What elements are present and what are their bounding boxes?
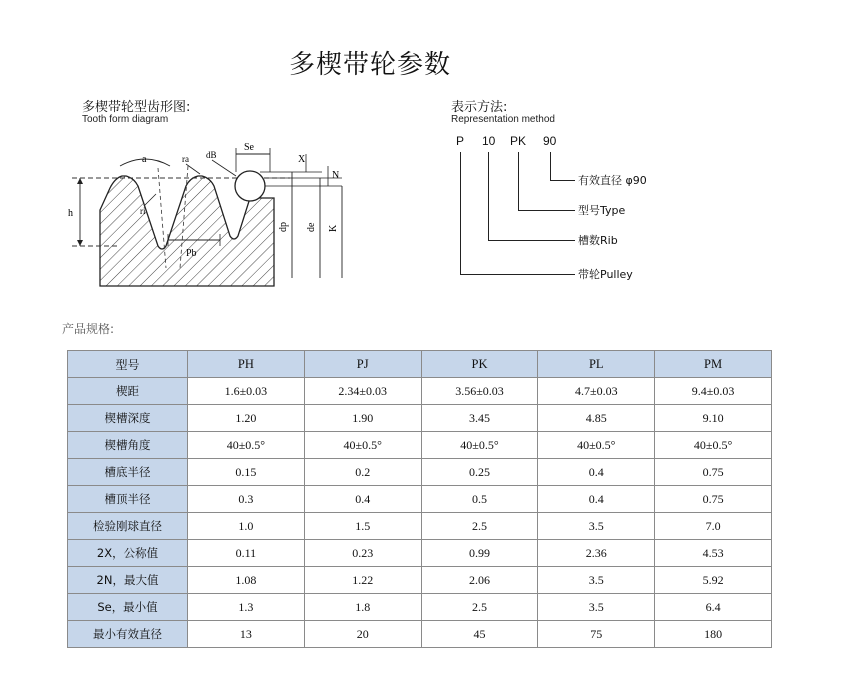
table-cell: 0.3 [188,486,305,513]
code-diameter: 90 [543,134,557,148]
table-cell: 7.0 [655,513,772,540]
tooth-heading: 多楔带轮型齿形图: [82,100,191,115]
representation-heading-en: Representation method [451,114,555,125]
table-cell: 0.5 [421,486,538,513]
table-cell: 0.2 [304,459,421,486]
table-cell: 2.36 [538,540,655,567]
table-cell: 9.4±0.03 [655,378,772,405]
table-cell: 4.7±0.03 [538,378,655,405]
table-cell: 40±0.5° [655,432,772,459]
table-cell: 3.5 [538,567,655,594]
table-cell: 1.6±0.03 [188,378,305,405]
table-cell: 4.53 [655,540,772,567]
table-cell: 1.22 [304,567,421,594]
label-pb: Pb [186,248,197,259]
table-header-row [68,351,772,378]
label-de: de [306,222,317,232]
table-cell: 1.0 [188,513,305,540]
label-se: Se [244,142,254,153]
table-cell: 0.75 [655,486,772,513]
specs-subtitle: 产品规格: [62,322,115,336]
tooth-heading-en: Tooth form diagram [82,114,169,125]
row-label: 最小有效直径 [68,621,188,648]
table-cell: 40±0.5° [304,432,421,459]
page-title: 多楔带轮参数 [288,50,451,80]
table-cell: 1.8 [304,594,421,621]
header-cell: PM [655,351,772,378]
table-cell: 2.06 [421,567,538,594]
annotation-pulley: 带轮Pulley [578,268,633,281]
table-cell: 0.75 [655,459,772,486]
table-cell: 0.23 [304,540,421,567]
table-row [68,567,772,594]
table-cell: 2.5 [421,594,538,621]
label-ra: ra [182,154,189,164]
label-x: X [298,154,306,165]
table-cell: 3.45 [421,405,538,432]
code-type: PK [510,134,527,148]
representation-diagram [448,128,708,288]
table-row [68,378,772,405]
header-cell: PK [421,351,538,378]
row-label: 2N，最大值 [68,567,188,594]
table-row [68,459,772,486]
table-cell: 1.3 [188,594,305,621]
code-pulley: P [456,134,465,148]
header-cell: PJ [304,351,421,378]
annotation-rib: 槽数Rib [578,234,618,247]
table-cell: 4.85 [538,405,655,432]
test-ball [235,171,265,201]
table-cell: 3.56±0.03 [421,378,538,405]
table-row [68,432,772,459]
table-cell: 2.5 [421,513,538,540]
annotation-type: 型号Type [578,204,626,217]
leader-pulley [460,152,575,275]
table-cell: 1.20 [188,405,305,432]
row-label: 槽底半径 [68,459,188,486]
table-cell: 2.34±0.03 [304,378,421,405]
table-row [68,405,772,432]
table-cell: 0.4 [304,486,421,513]
label-k: K [328,224,339,232]
table-cell: 40±0.5° [421,432,538,459]
representation-heading: 表示方法: [451,100,508,115]
table-row [68,540,772,567]
table-row [68,594,772,621]
row-label: Se，最小值 [68,594,188,621]
table-cell: 0.11 [188,540,305,567]
row-label: 楔槽深度 [68,405,188,432]
table-cell: 13 [188,621,305,648]
tooth-form-diagram [60,128,390,298]
table-cell: 1.08 [188,567,305,594]
header-cell: PL [538,351,655,378]
table-cell: 40±0.5° [188,432,305,459]
table-cell: 45 [421,621,538,648]
table-cell: 0.25 [421,459,538,486]
spec-table [67,350,772,648]
row-label: 楔槽角度 [68,432,188,459]
label-dp: dp [278,222,289,232]
table-cell: 5.92 [655,567,772,594]
annotation-diameter: 有效直径 φ90 [578,174,647,187]
row-label: 楔距 [68,378,188,405]
table-cell: 0.15 [188,459,305,486]
table-cell: 40±0.5° [538,432,655,459]
table-cell: 0.4 [538,459,655,486]
table-cell: 6.4 [655,594,772,621]
table-cell: 3.5 [538,513,655,540]
label-ri: ri [140,206,146,216]
header-cell: PH [188,351,305,378]
label-a: a [142,154,147,165]
label-h: h [68,208,73,219]
table-cell: 75 [538,621,655,648]
table-cell: 1.5 [304,513,421,540]
row-label: 2X，公称值 [68,540,188,567]
table-cell: 20 [304,621,421,648]
table-row [68,486,772,513]
table-cell: 180 [655,621,772,648]
table-cell: 1.90 [304,405,421,432]
table-row [68,513,772,540]
table-cell: 3.5 [538,594,655,621]
table-cell: 0.99 [421,540,538,567]
header-corner: 型号 [68,351,188,378]
label-db: dB [206,150,217,160]
table-cell: 9.10 [655,405,772,432]
table-cell: 0.4 [538,486,655,513]
label-n: N [332,170,340,181]
row-label: 槽顶半径 [68,486,188,513]
table-row [68,621,772,648]
code-rib: 10 [482,134,496,148]
row-label: 检验刚球直径 [68,513,188,540]
